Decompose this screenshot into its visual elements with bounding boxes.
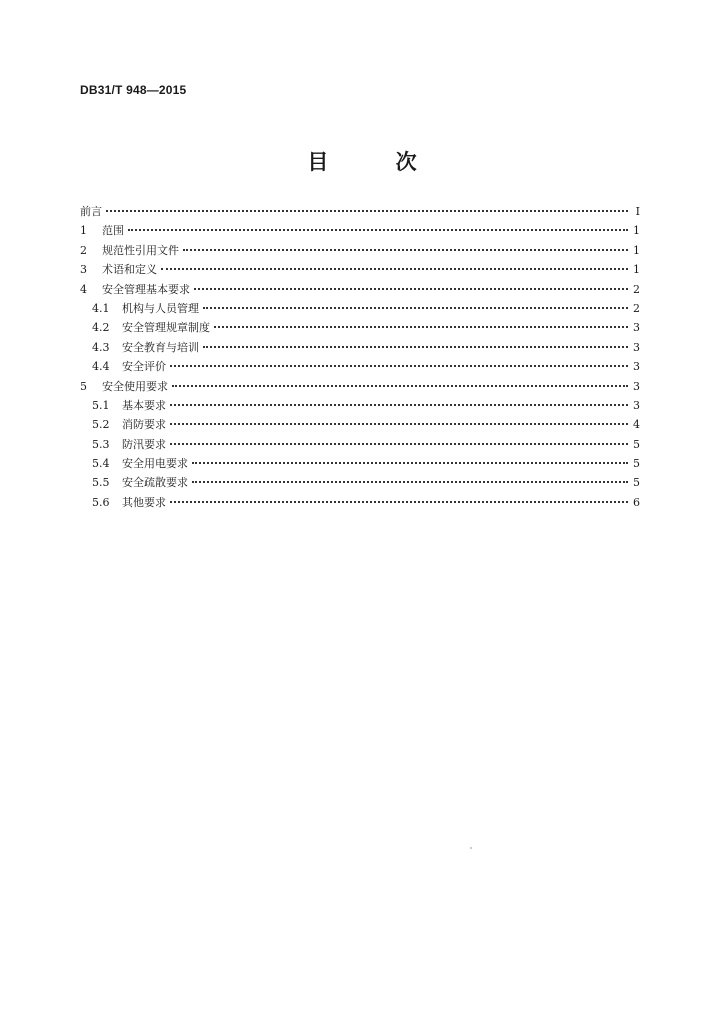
toc-dot-leader: [192, 481, 628, 483]
toc-entry[interactable]: [80, 338, 640, 357]
toc-entry-label: 术语和定义: [102, 263, 157, 277]
toc-entry-label: 消防要求: [122, 418, 166, 432]
toc-entry-page: 3: [633, 379, 640, 393]
table-of-contents: [80, 202, 640, 512]
toc-entry-number: 4: [80, 282, 87, 296]
toc-dot-leader: [170, 423, 628, 425]
toc-entry[interactable]: [80, 473, 640, 492]
toc-entry-label: 安全疏散要求: [122, 476, 188, 490]
toc-entry-label: 安全使用要求: [102, 379, 168, 393]
toc-dot-leader: [172, 385, 628, 387]
toc-entry-page: 1: [633, 224, 640, 238]
toc-entry-label: 防汛要求: [122, 437, 166, 451]
toc-entry-label: 其他要求: [122, 495, 166, 509]
toc-entry[interactable]: [80, 299, 640, 318]
toc-entry-page: Ⅰ: [635, 205, 640, 218]
toc-dot-leader: [128, 229, 628, 231]
toc-entry-number: 5.3: [92, 437, 110, 451]
toc-entry-label: 安全管理规章制度: [122, 321, 210, 335]
toc-entry-label: 基本要求: [122, 398, 166, 412]
toc-entry-number: 5: [80, 379, 87, 393]
toc-title: 目 次: [307, 150, 447, 174]
toc-entry-page: 3: [633, 321, 640, 335]
toc-entry[interactable]: [80, 260, 640, 279]
toc-entry-number: 4.2: [92, 321, 110, 335]
toc-entry-page: 3: [633, 360, 640, 374]
document-code: DB31/T 948—2015: [80, 83, 187, 97]
toc-entry[interactable]: [80, 280, 640, 299]
toc-dot-leader: [106, 210, 628, 212]
toc-dot-leader: [194, 288, 628, 290]
toc-entry-label: 范围: [102, 224, 124, 238]
toc-entry[interactable]: [80, 221, 640, 240]
toc-dot-leader: [170, 365, 628, 367]
toc-entry[interactable]: [80, 396, 640, 415]
toc-entry-label: 安全评价: [122, 360, 166, 374]
toc-entry-number: 5.4: [92, 457, 110, 471]
toc-entry[interactable]: [80, 435, 640, 454]
toc-dot-leader: [170, 443, 628, 445]
toc-entry-label: 安全教育与培训: [122, 340, 199, 354]
toc-entry-page: 5: [633, 476, 640, 490]
toc-entry-number: 4.4: [92, 360, 110, 374]
toc-entry-page: 3: [633, 340, 640, 354]
toc-entry[interactable]: [80, 318, 640, 337]
toc-entry[interactable]: [80, 357, 640, 376]
toc-entry-page: 2: [633, 282, 640, 296]
toc-entry-number: 5.2: [92, 418, 110, 432]
toc-entry-number: 1: [80, 224, 87, 238]
toc-entry[interactable]: [80, 241, 640, 260]
toc-dot-leader: [203, 307, 628, 309]
toc-entry[interactable]: [80, 493, 640, 512]
toc-entry-page: 5: [633, 437, 640, 451]
toc-entry-number: 5.1: [92, 398, 110, 412]
toc-entry[interactable]: [80, 377, 640, 396]
toc-dot-leader: [161, 268, 628, 270]
toc-entry-number: 5.5: [92, 476, 110, 490]
toc-entry-page: 6: [633, 495, 640, 509]
toc-dot-leader: [203, 346, 628, 348]
toc-entry-number: 3: [80, 263, 87, 277]
toc-entry[interactable]: [80, 202, 640, 221]
toc-entry-page: 3: [633, 398, 640, 412]
toc-entry-label: 前言: [80, 205, 102, 218]
toc-dot-leader: [192, 462, 628, 464]
toc-dot-leader: [183, 249, 628, 251]
toc-entry-page: 1: [633, 243, 640, 257]
toc-entry[interactable]: [80, 454, 640, 473]
scan-speck: [470, 847, 472, 849]
toc-entry[interactable]: [80, 415, 640, 434]
toc-entry-page: 1: [633, 263, 640, 277]
toc-entry-page: 5: [633, 457, 640, 471]
toc-entry-label: 安全管理基本要求: [102, 282, 190, 296]
toc-dot-leader: [214, 326, 628, 328]
toc-entry-number: 4.3: [92, 340, 110, 354]
toc-entry-number: 2: [80, 243, 87, 257]
toc-entry-number: 4.1: [92, 301, 110, 315]
toc-entry-label: 机构与人员管理: [122, 301, 199, 315]
toc-entry-page: 4: [633, 418, 640, 432]
toc-dot-leader: [170, 404, 628, 406]
toc-entry-label: 安全用电要求: [122, 457, 188, 471]
toc-dot-leader: [170, 501, 628, 503]
toc-entry-label: 规范性引用文件: [102, 243, 179, 257]
toc-entry-page: 2: [633, 301, 640, 315]
toc-entry-number: 5.6: [92, 495, 110, 509]
